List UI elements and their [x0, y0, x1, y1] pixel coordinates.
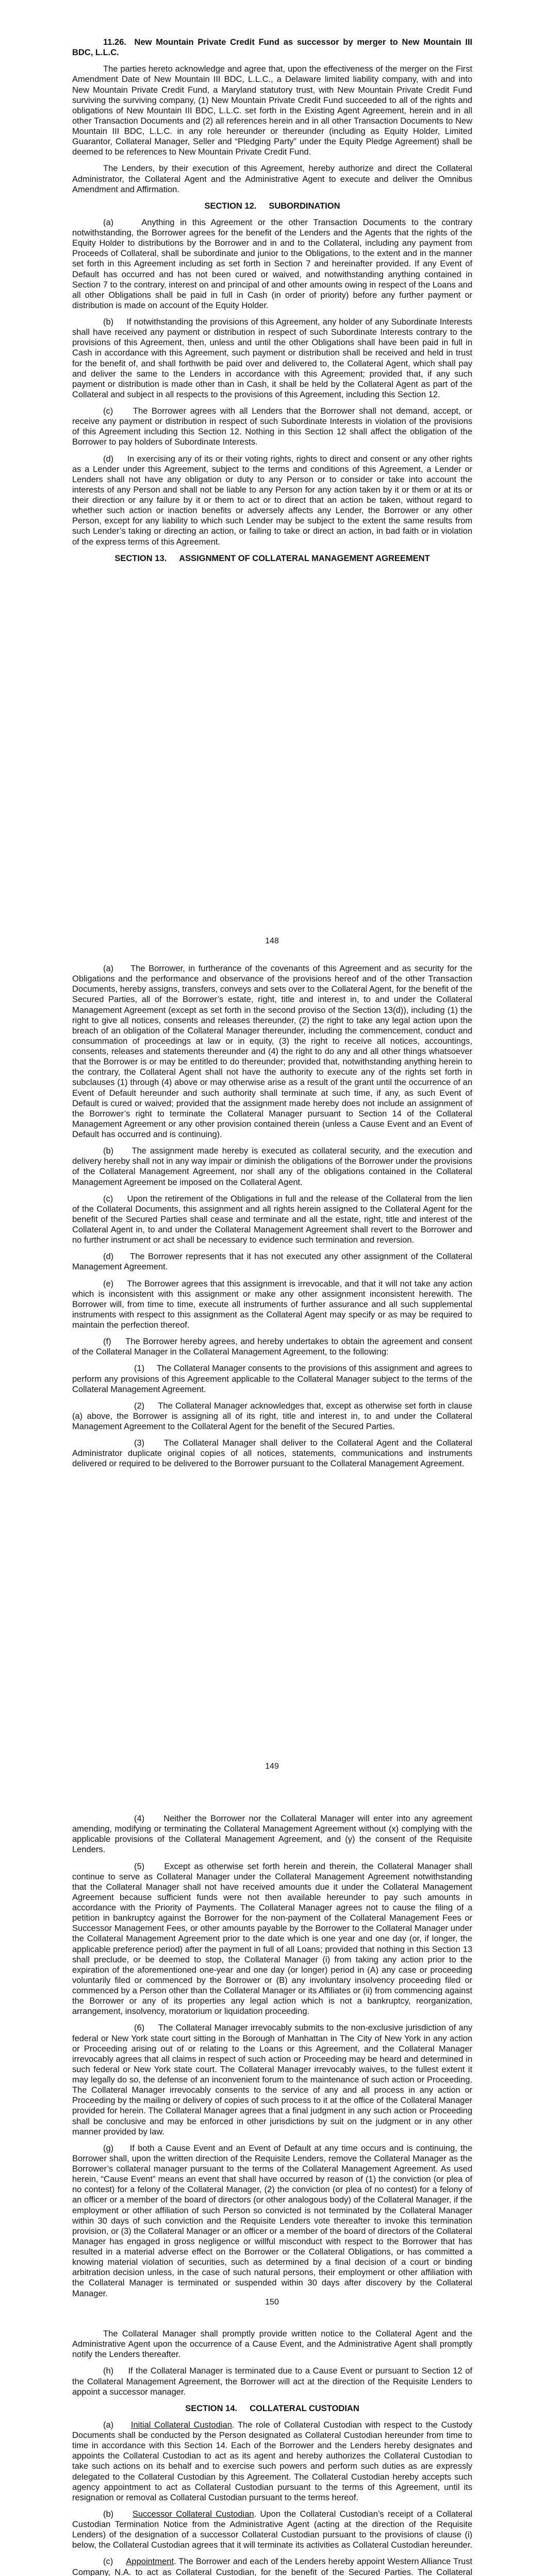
section-14-clause-b: (b) Successor Collateral Custodian. Upon the Collateral Custodian’s receipt of a Collateral Custodian Termination Notice from the Administrative Agent (acting at the direction of the Requisite Lenders) of the designation of a successor Collateral Custodian pursuant to the provisions of clause (i) below, the Collateral Custodian agrees that it will terminate its activities as Collateral Custodian hereunder.	[72, 2509, 472, 2550]
section-14-clause-c: (c) Appointment. The Borrower and each of the Lenders hereby appoint Western Alliance Trust Company, N.A. to act as Collateral Custodian, for the benefit of the Secured Parties. The Collateral	[72, 2556, 472, 2576]
section-13-clause-g: (g) If both a Cause Event and an Event of Default at any time occurs and is continuing, the Borrower shall, upon the written direction of the Requisite Lenders, remove the Collateral Manager as the Borrower’s collateral manager pursuant to the terms of the Collateral Management Agreement. As used herein, “Cause Event” means an event that shall have occurred by reason of (1) the conviction (or plea of no contest) for a felony of the Collateral Manager, (2) the conviction (or plea of no contest) for a felony of an officer or a member of the board of directors (or other analogous body) of the Collateral Manager, if the employment or other affiliation of such Person so convicted is not terminated by the Collateral Manager within 30 days of such conviction and the Requisite Lenders vote thereafter to invoke this termination provision, or (3) the Collateral Manager or an officer or a member of the board of directors of the Collateral Manager has engaged in gross negligence or willful misconduct with respect to the Borrower that has resulted in a material adverse effect on the Borrower or the Collateral Obligations, or has committed a knowing material violation of securities, such as determined by a final decision of a court or binding arbitration decision unless, in the case of such natural persons, their employment or other affiliation with the Collateral Manager is terminated or suspended within 30 days after discovery by the Collateral Manager.	[72, 2143, 472, 2298]
section-13-clause-c: (c) Upon the retirement of the Obligations in full and the release of the Collateral from the lien of the Collateral Documents, this assignment and all rights herein assigned to the Collateral Agent for the benefit of the Secured Parties shall cease and terminate and all the estate, right, title and interest of the Collateral Agent in, to and under the Collateral Management Agreement shall revert to the Borrower and no further instrument or act shall be necessary to evidence such termination and reversion.	[72, 1194, 472, 1245]
section-14-clause-b-label: Successor Collateral Custodian	[132, 2509, 254, 2519]
section-11-26-paragraph-1: The parties hereto acknowledge and agree that, upon the effectiveness of the merger on the First Amendment Date of New Mountain III BDC, L.L.C., a Delaware limited liability company, with and into New Mountain Private Credit Fund, a Maryland statutory trust, with New Mountain Private Credit Fund surviving the surviving company, (1) New Mountain Private Credit Fund succeeded to all of the rights and obligations of New Mountain III BDC, L.L.C. set forth in the Existing Agent Agreement, herein and in all other Transaction Documents and (2) all references herein and in all other Transaction Documents to New Mountain III BDC, L.L.C. in any role hereunder or thereunder (including as Equity Holder, Limited Guarantor, Collateral Manager, Seller and “Pledging Party” under the Equity Pledge Agreement) shall be deemed to be references to New Mountain Private Credit Fund.	[72, 64, 472, 157]
section-14-title: COLLATERAL CUSTODIAN	[250, 2403, 359, 2413]
section-12-title: SUBORDINATION	[269, 201, 340, 211]
section-13-heading	[72, 553, 472, 564]
section-14-clause-a-label: Initial Collateral Custodian	[130, 2420, 232, 2430]
section-13-clause-f-5: (5) Except as otherwise set forth herein and therein, the Collateral Manager shall continue to serve as Collateral Manager under the Collateral Management Agreement notwithstanding that the Collateral Manager shall not have received amounts due it under the Collateral Management Agreement because sufficient funds were not then available hereunder to pay such amounts in accordance with the Priority of Payments. The Collateral Manager agrees not to cause the filing of a petition in bankruptcy against the Borrower for the non-payment of the Collateral Management Fees or Successor Management Fees, or other amounts payable by the Borrower to the Collateral Manager under the Collateral Management Agreement prior to the date which is one year and one day (or, if longer, the applicable preference period) after the payment in full of all Loans; provided that nothing in this Section 13 shall preclude, or be deemed to stop, the Collateral Manager (i) from taking any action prior to the expiration of the aforementioned one-year and one day (or longer) period in (A) any case or proceeding voluntarily filed or commenced by the Borrower or (B) any involuntary insolvency proceeding filed or commenced by a Person other than the Collateral Manager or its Affiliates or (ii) from commencing against the Borrower or any of its properties any legal action which is not a bankruptcy, reorganization, arrangement, insolvency, moratorium or liquidation proceeding.	[72, 1861, 472, 2016]
section-13-clause-d: (d) The Borrower represents that it has not executed any other assignment of the Collateral Management Agreement.	[72, 1252, 472, 1272]
section-12-clause-b: (b) If notwithstanding the provisions of this Agreement, any holder of any Subordinate Interests shall have received any payment or distribution in respect of such Subordinate Interests contrary to the provisions of this Agreement, then, unless and until the other Obligations shall have been paid in full in Cash in accordance with this Agreement, such payment or distribution shall be received and held in trust for the benefit of, and shall forthwith be paid over and delivered to, the Collateral Agent, which shall pay and deliver the same to the Lenders in accordance with this Agreement; provided that, if any such payment or distribution is made other than in Cash, it shall be held by the Collateral Agent as part of the Collateral and subject in all respects to the provisions of this Agreement, including this Section 12.	[72, 317, 472, 399]
section-14-clause-a-text: The role of Collateral Custodian with respect to the Custody Documents shall be conducted by the Person designated as Collateral Custodian hereunder from time to time in accordance with this Section 14. Each of the Borrower and the Lenders hereby designates and appoints the Collateral Custodian to act as its agent and hereby authorizes the Collateral Custodian to take such actions on its behalf and to exercise such powers and perform such duties as are expressly delegated to the Collateral Custodian by this Agreement. The Collateral Custodian hereby accepts such agency appointment to act as Collateral Custodian pursuant to the terms of this Agreement, until its resignation or removal as Collateral Custodian pursuant to the terms hereof.	[72, 2420, 473, 2502]
document-page-151	[72, 2329, 472, 2576]
section-13-clause-f-2: (2) The Collateral Manager acknowledges that, except as otherwise set forth in clause (a) above, the Borrower is assigning all of its right, title and interest in, to and under the Collateral Management Agreement to the Collateral Agent for the benefit of the Secured Parties.	[72, 1401, 472, 1431]
section-12-clause-d: (d) In exercising any of its or their voting rights, rights to direct and consent or any other rights as a Lender under this Agreement, subject to the terms and conditions of this Agreement, a Lender or Lenders shall not have any obligation or duty to any Person or to consider or take into account the interests of any Person and shall not be liable to any Person for any action taken by it or them or at its or their direction or any failure by it or them to act or to direct that an action be taken, without regard to whether such action or inaction benefits or adversely affects any Lender, the Borrower or any other Person, except for any liability to which such Lender may be subject to the extent the same results from such Lender’s taking or directing an action, or failing to take or direct an action, in bad faith or in violation of the express terms of this Agreement.	[72, 454, 472, 547]
page-number: 148	[265, 937, 279, 945]
section-13-cause-event-notice: The Collateral Manager shall promptly provide written notice to the Collateral Agent and the Administrative Agent upon the occurrence of a Cause Event, and the Administrative Agent shall promptly notify the Lenders thereafter.	[72, 2329, 472, 2360]
section-13-title: ASSIGNMENT OF COLLATERAL MANAGEMENT AGREEMENT	[179, 553, 430, 563]
document-page-150	[72, 1814, 472, 2305]
section-14-clause-a: (a) Initial Collateral Custodian. The role of Collateral Custodian with respect to the Custody Documents shall be conducted by the Person designated as Collateral Custodian hereunder from time to time in accordance with this Section 14. Each of the Borrower and the Lenders hereby designates and appoints the Collateral Custodian to act as its agent and hereby authorizes the Collateral Custodian to take such actions on its behalf and to exercise such powers and perform such duties as are expressly delegated to the Collateral Custodian by this Agreement. The Collateral Custodian hereby accepts such agency appointment to act as Collateral Custodian pursuant to the terms of this Agreement, until its resignation or removal as Collateral Custodian pursuant to the terms hereof.	[72, 2420, 473, 2502]
section-11-26-paragraph-2: The Lenders, by their execution of this Agreement, hereby authorize and direct the Collateral Administrator, the Collateral Agent and the Administrative Agent to execute and deliver the Omnibus Amendment and Affirmation.	[72, 164, 472, 194]
section-14-number: SECTION 14.	[185, 2403, 238, 2413]
section-13-clause-f-4: (4) Neither the Borrower nor the Collateral Manager will enter into any agreement amending, modifying or terminating the Collateral Management Agreement without (x) complying with the applicable provisions of the Collateral Management Agreement, and (y) the consent of the Requisite Lenders.	[72, 1814, 472, 1855]
section-13-number: SECTION 13.	[114, 553, 167, 563]
page-number: 150	[265, 2298, 279, 2307]
document-page-149	[72, 963, 472, 1476]
section-12-clause-c: (c) The Borrower agrees with all Lenders that the Borrower shall not demand, accept, or receive any payment or distribution in respect of such Subordinate Interests in violation of the provisions of this Agreement including this Section 12. Nothing in this Section 12 shall affect the obligation of the Borrower to pay holders of Subordinate Interests.	[72, 406, 472, 447]
section-12-clause-a: (a) Anything in this Agreement or the other Transaction Documents to the contrary notwithstanding, the Borrower agrees for the benefit of the Lenders and the Agents that the rights of the Equity Holder to distributions by the Borrower and in and to the Collateral, including any payment from Proceeds of Collateral, shall be subordinate and junior to the Obligations, to the extent and in the manner set forth in this Agreement including as set forth in Section 7 and hereinafter provided. If any Event of Default has occurred and has not been cured or waived, and notwithstanding anything contained in Section 7 to the contrary, interest on and principal of and other amounts owing in respect of the Loans and all other Obligations shall be paid in full in Cash (in order of priority) before any further payment or distribution is made on account of the Equity Holder.	[72, 217, 472, 310]
section-13-clause-f-6: (6) The Collateral Manager irrevocably submits to the non-exclusive jurisdiction of any federal or New York state court sitting in the Borough of Manhattan in The City of New York in any action or Proceeding arising out of or relating to the Loans or this Agreement, and the Collateral Manager irrevocably agrees that all claims in respect of such action or Proceeding may be heard and determined in such federal or New York state court. The Collateral Manager irrevocably waives, to the fullest extent it may legally do so, the defense of an inconvenient forum to the maintenance of such action or Proceeding. The Collateral Manager irrevocably consents to the service of any and all process in any action or Proceeding by the mailing or delivery of copies of such process to it at the office of the Collateral Manager provided for herein. The Collateral Manager agrees that a final judgment in any such action or Proceeding shall be conclusive and may be enforced in other jurisdictions by suit on the judgment or in any other manner provided by law.	[72, 2023, 472, 2137]
section-11-26-heading: 11.26. New Mountain Private Credit Fund as successor by merger to New Mountain III BDC, L.L.C.	[72, 38, 472, 58]
section-13-clause-e: (e) The Borrower agrees that this assignment is irrevocable, and that it will not take any action which is inconsistent with this assignment or make any other assignment inconsistent herewith. The Borrower will, from time to time, execute all instruments of further assurance and all such supplemental instruments with respect to this assignment as the Collateral Agent may specify or as may be required to maintain the perfection thereof.	[72, 1279, 472, 1330]
document-page-148	[72, 37, 472, 570]
section-14-clause-c-text: The Borrower and each of the Lenders hereby appoint Western Alliance Trust Company, N.A. to act as Collateral Custodian, for the benefit of the Secured Parties. The Collateral	[72, 2557, 472, 2576]
section-13-clause-h: (h) If the Collateral Manager is terminated due to a Cause Event or pursuant to Section 12 of the Collateral Management Agreement, the Borrower will act at the direction of the Requisite Lenders to appoint a successor manager.	[72, 2366, 472, 2397]
section-14-clause-c-label: Appointment	[126, 2557, 174, 2567]
section-13-clause-f-3: (3) The Collateral Manager shall deliver to the Collateral Agent and the Collateral Administrator duplicate original copies of all notices, statements, communications and instruments delivered or required to be delivered to the Borrower pursuant to the Collateral Management Agreement.	[72, 1438, 472, 1469]
section-14-heading	[72, 2403, 472, 2414]
section-14-clause-b-text: Upon the Collateral Custodian’s receipt of a Collateral Custodian Termination Notice from the Administrative Agent (acting at the direction of the Requisite Lenders) of the designation of a successor Collateral Custodian pursuant to the provisions of clause (i) below, the Collateral Custodian agrees that it will terminate its activities as Collateral Custodian hereunder.	[72, 2509, 472, 2550]
page-number: 149	[265, 1762, 279, 1771]
section-12-heading	[72, 201, 472, 211]
section-13-clause-f: (f) The Borrower hereby agrees, and hereby undertakes to obtain the agreement and consent of the Collateral Manager in the Collateral Management Agreement, to the following:	[72, 1337, 472, 1357]
section-13-clause-a: (a) The Borrower, in furtherance of the covenants of this Agreement and as security for the Obligations and the performance and observance of the provisions hereof and of the other Transaction Documents, hereby assigns, transfers, conveys and sets over to the Collateral Agent, for the benefit of the Secured Parties, all of the Borrower’s estate, right, title and interest in, to and under the Collateral Management Agreement (except as set forth in the second proviso of the Section 13(d)), including (1) the right to give all notices, consents and releases thereunder, (2) the right to take any legal action upon the breach of an obligation of the Collateral Manager thereunder, including the commencement, conduct and consummation of proceedings at law or in equity, (3) the right to receive all notices, accountings, consents, releases and statements thereunder and (4) the right to do any and all other things whatsoever that the Borrower is or may be entitled to do thereunder; provided that, notwithstanding anything herein to the contrary, the Collateral Agent shall not have the authority to execute any of the rights set forth in subclauses (1) through (4) above or may otherwise arise as a result of the grant until the occurrence of an Event of Default hereunder and such authority shall terminate at such time, if any, as such Event of Default is cured or waived; provided that the assignment made hereby does not include an assignment of the Borrower’s right to terminate the Collateral Manager pursuant to Section 14 of the Collateral Management Agreement or any other provision contained therein (unless a Cause Event and an Event of Default has occurred and is continuing).	[72, 964, 472, 1139]
section-13-clause-f-1: (1) The Collateral Manager consents to the provisions of this assignment and agrees to perform any provisions of this Agreement applicable to the Collateral Manager subject to the terms of the Collateral Management Agreement.	[72, 1364, 472, 1394]
section-12-number: SECTION 12.	[204, 201, 257, 211]
section-13-clause-b: (b) The assignment made hereby is executed as collateral security, and the execution and delivery hereby shall not in any way impair or diminish the obligations of the Borrower under the provisions of the Collateral Management Agreement, nor shall any of the obligations contained in the Collateral Management Agreement be imposed on the Collateral Agent.	[72, 1146, 472, 1187]
